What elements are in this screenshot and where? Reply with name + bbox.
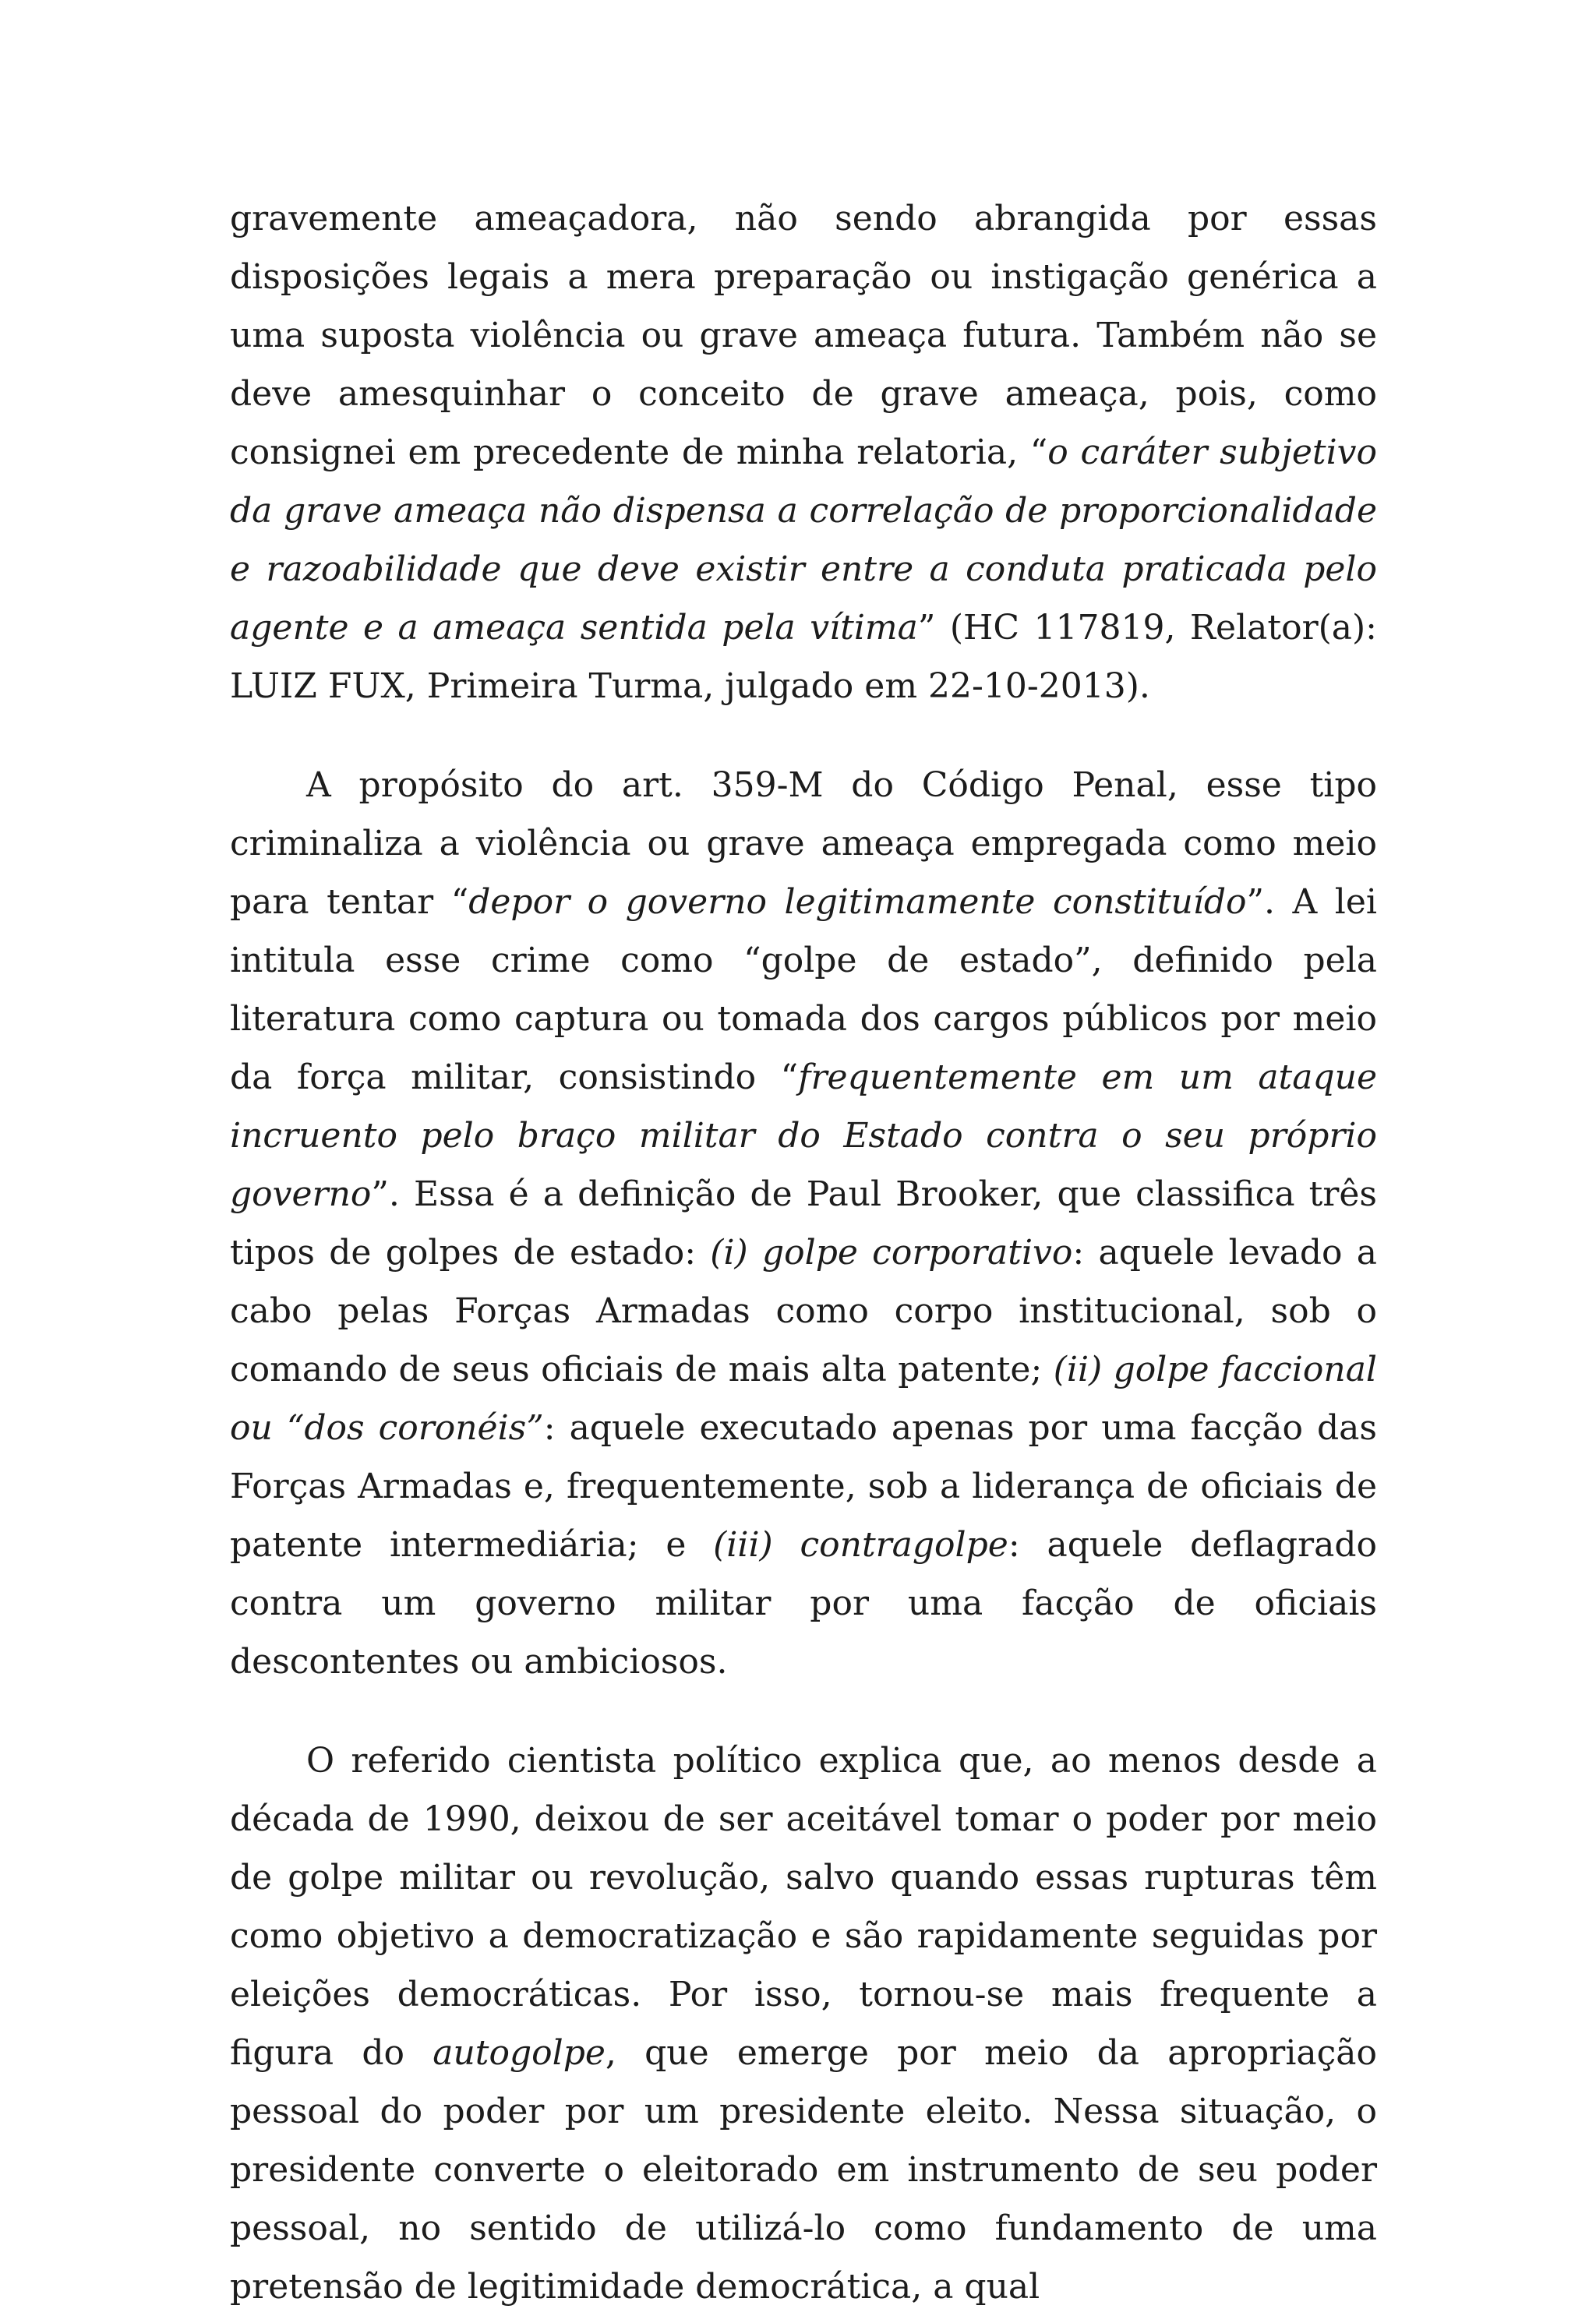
paragraph-3 — [230, 1732, 1377, 2316]
document-page — [230, 189, 1377, 2316]
paragraph-1-quote: o caráter subjetivo da grave ameaça não dispensa a correlação de proporcionalidade e razoabilidade que deve existir entre a conduta praticada pelo agente e a ameaça sentida pela vítima — [230, 432, 1377, 648]
paragraph-3-text-b: , que emerge por meio da apropriação pessoal do poder por um presidente eleito. Nessa situação, o presidente converte o eleitorado em instrumento de seu poder pessoal, no sentido de utilizá-lo como fundamento de uma pretensão de legitimidade democrática, a qual — [230, 2033, 1377, 2307]
paragraph-2-term-2: (ii) golpe faccional ou “dos coronéis” — [230, 1350, 1378, 1448]
paragraph-2-text-b: ”. A lei intitula esse crime como “golpe de estado”, definido pela literatura como captura ou tomada dos cargos públicos por meio da força militar, consistindo “ — [230, 882, 1377, 1097]
paragraph-2-term-3: (iii) contragolpe — [713, 1525, 1008, 1565]
paragraph-3-term: autogolpe — [433, 2033, 606, 2073]
paragraph-2-text-a: A propósito do art. 359-M do Código Penal, esse tipo criminaliza a violência ou grave ameaça empregada como meio para tentar “ — [230, 765, 1377, 922]
paragraph-2-text-e: : aquele executado apenas por uma facção das Forças Armadas e, frequentemente, sob a liderança de oficiais de patente intermediária; e — [230, 1408, 1377, 1565]
paragraph-2-text-f: : aquele deflagrado contra um governo militar por uma facção de oficiais descontentes ou ambiciosos. — [230, 1525, 1378, 1682]
paragraph-spacer — [230, 1691, 1377, 1732]
paragraph-3-text-a: O referido cientista político explica que, ao menos desde a década de 1990, deixou de ser aceitável tomar o poder por meio de golpe militar ou revolução, salvo quando essas rupturas têm como objetivo a democratização e são rapidamente seguidas por eleições democráticas. Por isso, tornou-se mais frequente a figura do — [230, 1741, 1377, 2073]
paragraph-1-text-b: ” (HC 117819, Relator(a): LUIZ FUX, Primeira Turma, julgado em 22-10-2013). — [230, 608, 1377, 706]
paragraph-2-quote-2: frequentemente em um ataque incruento pelo braço militar do Estado contra o seu próprio governo — [230, 1057, 1378, 1214]
paragraph-2 — [230, 756, 1377, 1691]
paragraph-2-term-1: (i) golpe corporativo — [710, 1233, 1073, 1273]
paragraph-1-text-a: gravemente ameaçadora, não sendo abrangida por essas disposições legais a mera preparação ou instigação genérica a uma suposta violência ou grave ameaça futura. Também não se deve amesquinhar o conceito de grave ameaça, pois, como consignei em precedente de minha relatoria, “ — [230, 199, 1377, 472]
paragraph-2-quote-1: depor o governo legitimamente constituído — [468, 882, 1247, 922]
paragraph-2-text-d: : aquele levado a cabo pelas Forças Armadas como corpo institucional, sob o comando de seus oficiais de mais alta patente; — [230, 1233, 1377, 1389]
paragraph-1 — [230, 189, 1377, 715]
paragraph-2-text-c: ”. Essa é a definição de Paul Brooker, que classifica três tipos de golpes de estado: — [230, 1174, 1377, 1273]
paragraph-spacer — [230, 715, 1377, 756]
